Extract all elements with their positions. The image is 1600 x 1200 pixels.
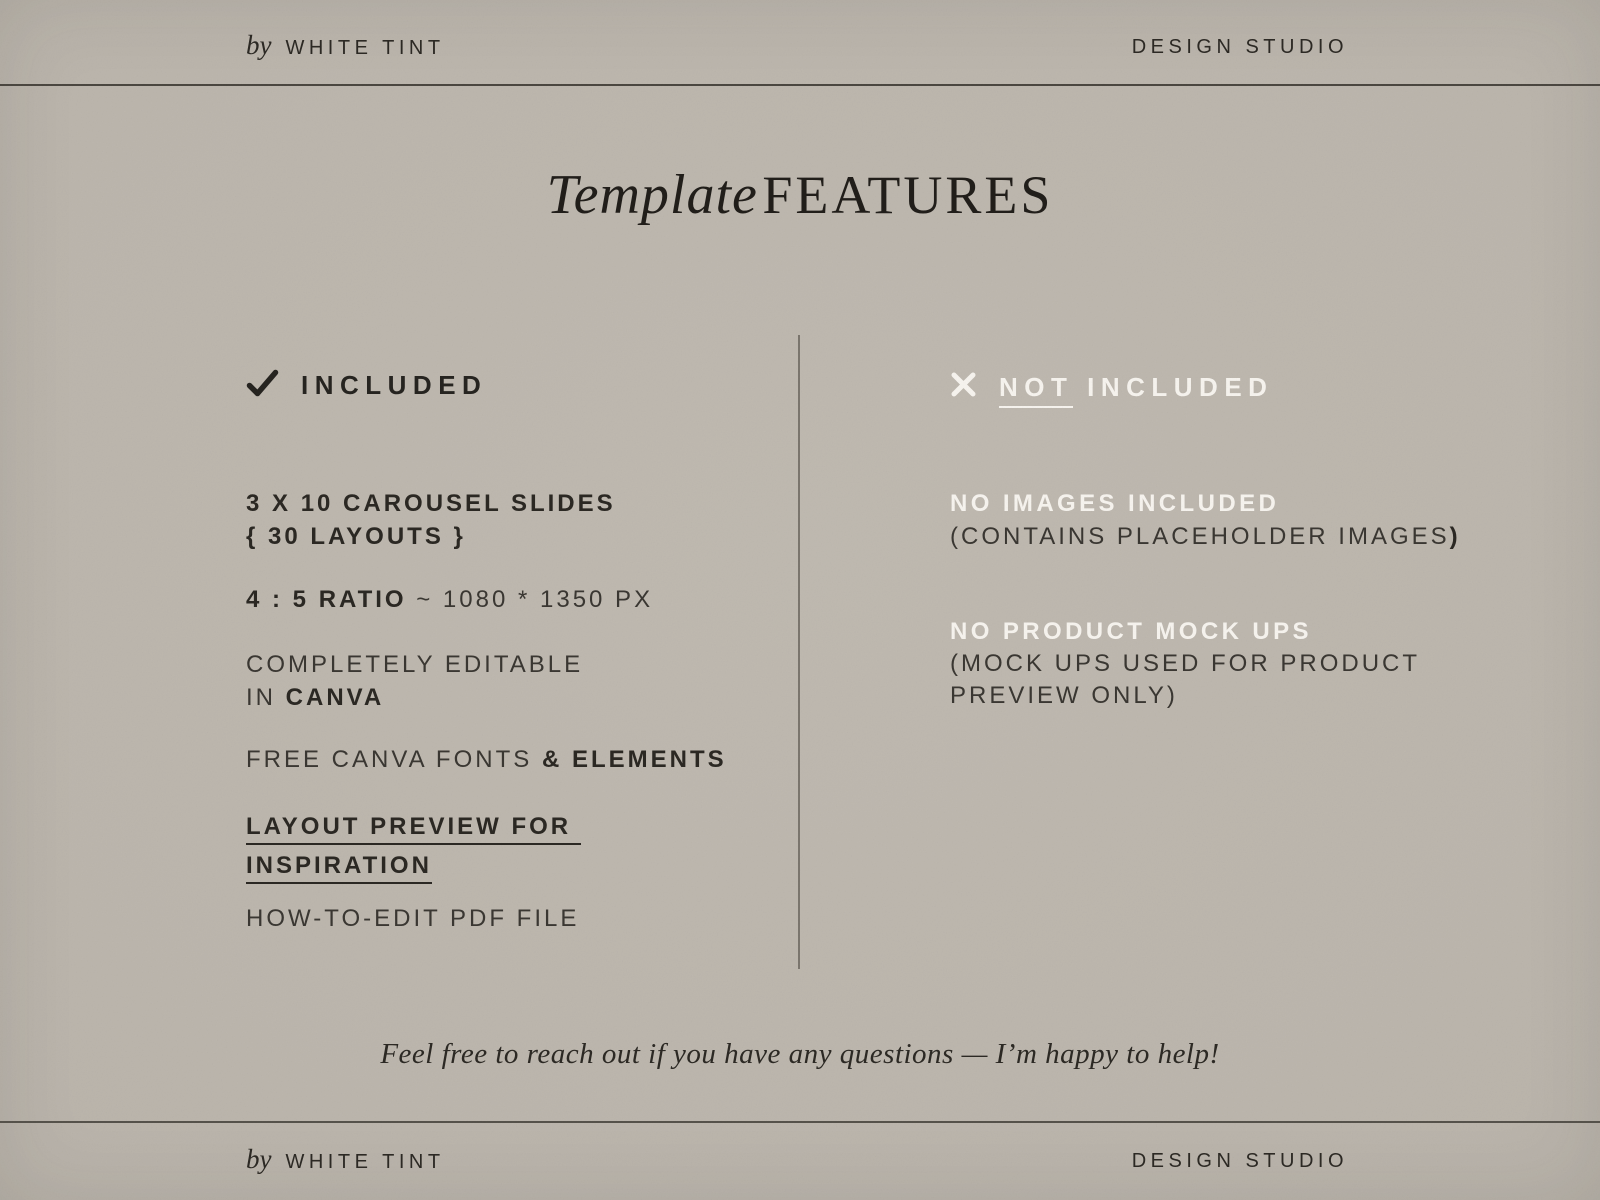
not-word-underlined: NOT bbox=[999, 372, 1073, 408]
layout-preview-line1: LAYOUT PREVIEW FOR bbox=[246, 813, 581, 845]
footer-studio-label: DESIGN STUDIO bbox=[1131, 1150, 1348, 1172]
no-mockups-note-line2: PREVIEW ONLY) bbox=[950, 682, 1178, 709]
fonts-regular-text: FREE CANVA FONTS bbox=[246, 746, 533, 773]
header-studio-label: DESIGN STUDIO bbox=[1131, 36, 1348, 58]
editable-line1: COMPLETELY EDITABLE bbox=[246, 651, 584, 678]
not-included-heading-label bbox=[999, 372, 1273, 403]
brand-name: WHITE TINT bbox=[285, 37, 445, 59]
check-icon bbox=[246, 368, 279, 403]
included-heading-label: INCLUDED bbox=[301, 370, 488, 400]
footer-byline-prefix: by bbox=[246, 1144, 272, 1174]
header-divider-line bbox=[0, 84, 1600, 86]
editable-line2-bold: CANVA bbox=[285, 684, 385, 711]
included-heading bbox=[246, 368, 487, 403]
included-item-editable bbox=[246, 648, 583, 714]
included-item-fonts bbox=[246, 743, 727, 776]
footer-brand-name: WHITE TINT bbox=[285, 1151, 445, 1173]
footer-divider-line bbox=[0, 1121, 1600, 1123]
included-item-pdf bbox=[246, 902, 579, 935]
included-item-line: 3 X 10 CAROUSEL SLIDES bbox=[246, 490, 616, 517]
column-divider-line bbox=[798, 335, 800, 969]
byline-prefix: by bbox=[246, 30, 272, 60]
included-item-ratio bbox=[246, 583, 653, 616]
not-included-heading bbox=[950, 371, 1273, 403]
no-mockups-note-line1: (MOCK UPS USED FOR PRODUCT bbox=[950, 650, 1421, 677]
not-included-item-images bbox=[950, 487, 1461, 553]
footer-byline bbox=[246, 1144, 445, 1175]
title-script-word: Template bbox=[546, 164, 758, 226]
included-item-layout-preview bbox=[246, 810, 581, 882]
no-mockups-title: NO PRODUCT MOCK UPS bbox=[950, 618, 1312, 645]
not-included-item-mockups bbox=[950, 616, 1420, 712]
included-item-line: { 30 LAYOUTS } bbox=[246, 523, 466, 550]
x-icon bbox=[950, 371, 977, 403]
fonts-bold-text: & ELEMENTS bbox=[541, 746, 727, 773]
header-byline bbox=[246, 30, 445, 61]
editable-line2-regular: IN bbox=[246, 684, 276, 711]
title-caps-word: FEATURES bbox=[762, 165, 1054, 225]
no-images-title: NO IMAGES INCLUDED bbox=[950, 490, 1280, 517]
ratio-regular-text: ~ 1080 * 1350 PX bbox=[416, 586, 654, 613]
layout-preview-line2: INSPIRATION bbox=[246, 852, 432, 884]
ratio-bold-text: 4 : 5 RATIO bbox=[246, 586, 407, 613]
pdf-text: HOW-TO-EDIT PDF FILE bbox=[246, 905, 580, 932]
page-title bbox=[0, 163, 1600, 241]
contact-note: Feel free to reach out if you have any questions — I’m happy to help! bbox=[380, 1038, 1220, 1070]
included-item-carousel-slides bbox=[246, 487, 616, 553]
no-images-note: (CONTAINS PLACEHOLDER IMAGES bbox=[950, 523, 1450, 550]
no-images-note-close: ) bbox=[1449, 523, 1461, 550]
included-word: INCLUDED bbox=[1087, 371, 1274, 402]
